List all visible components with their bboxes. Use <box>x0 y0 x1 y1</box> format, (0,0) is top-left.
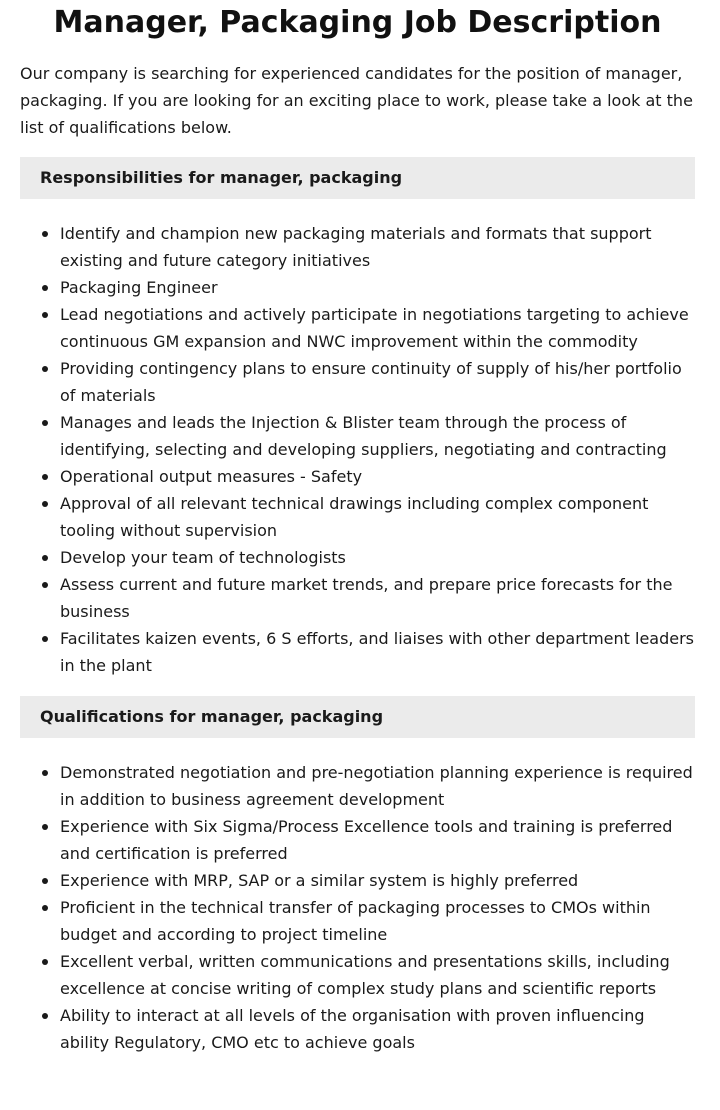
responsibilities-header: Responsibilities for manager, packaging <box>20 157 695 199</box>
list-item: Lead negotiations and actively participate in negotiations targeting to achieve continuous GM expansion and NWC improvement within the commodity <box>60 301 695 355</box>
list-item: Experience with MRP, SAP or a similar system is highly preferred <box>60 867 695 894</box>
page-title: Manager, Packaging Job Description <box>53 5 662 40</box>
intro-paragraph: Our company is searching for experienced candidates for the position of manager, packaging. If you are looking for an exciting place to work, please take a look at the list of qualifications below. <box>20 64 693 137</box>
list-item: Demonstrated negotiation and pre-negotiation planning experience is required in addition to business agreement development <box>60 759 695 813</box>
list-item: Facilitates kaizen events, 6 S efforts, and liaises with other department leaders in the plant <box>60 625 695 679</box>
list-item: Ability to interact at all levels of the organisation with proven influencing ability Regulatory, CMO etc to achieve goals <box>60 1002 695 1056</box>
qualifications-header: Qualifications for manager, packaging <box>20 696 695 738</box>
list-item: Manages and leads the Injection & Blister team through the process of identifying, selecting and developing suppliers, negotiating and contracting <box>60 409 695 463</box>
qualifications-list <box>20 759 695 1056</box>
responsibilities-list <box>20 220 695 679</box>
list-item: Develop your team of technologists <box>60 544 695 571</box>
list-item: Providing contingency plans to ensure continuity of supply of his/her portfolio of materials <box>60 355 695 409</box>
list-item: Operational output measures - Safety <box>60 463 695 490</box>
list-item: Experience with Six Sigma/Process Excellence tools and training is preferred and certification is preferred <box>60 813 695 867</box>
list-item: Assess current and future market trends, and prepare price forecasts for the business <box>60 571 695 625</box>
list-item: Approval of all relevant technical drawings including complex component tooling without supervision <box>60 490 695 544</box>
list-item: Identify and champion new packaging materials and formats that support existing and future category initiatives <box>60 220 695 274</box>
list-item: Excellent verbal, written communications and presentations skills, including excellence at concise writing of complex study plans and scientific reports <box>60 948 695 1002</box>
list-item: Packaging Engineer <box>60 274 695 301</box>
list-item: Proficient in the technical transfer of packaging processes to CMOs within budget and according to project timeline <box>60 894 695 948</box>
